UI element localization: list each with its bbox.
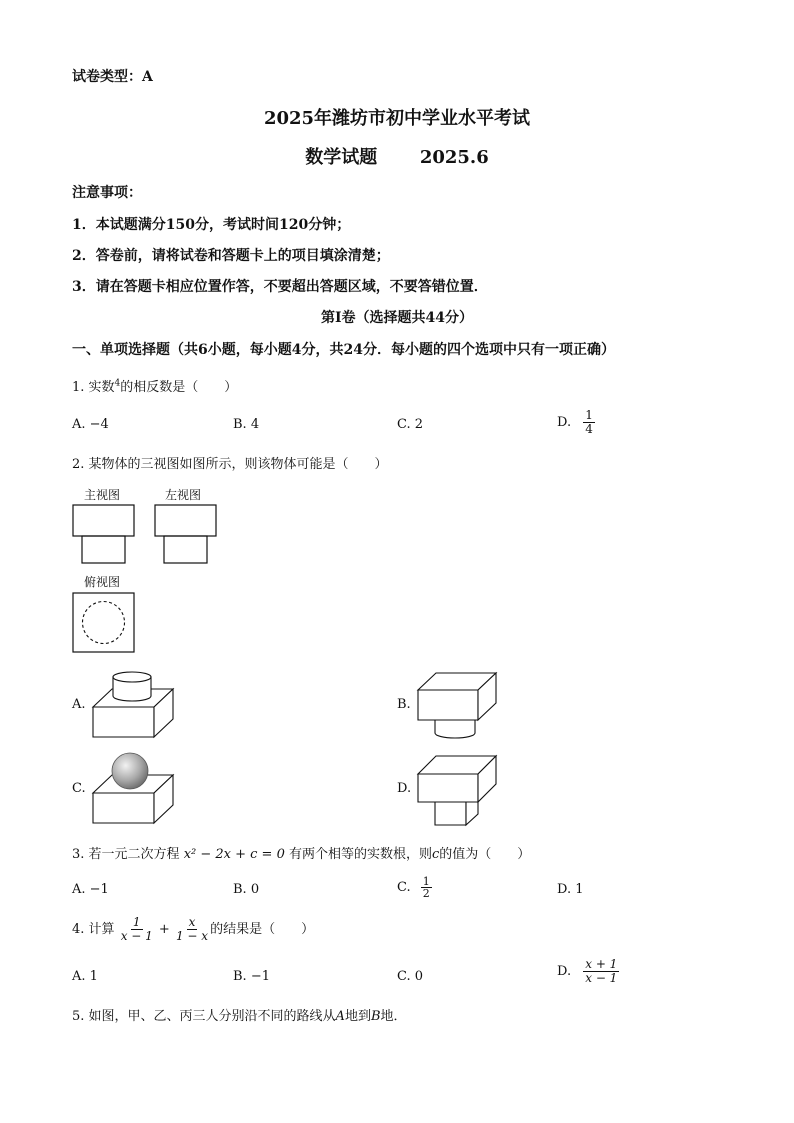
q4-option-b[interactable]: B. −1 xyxy=(233,969,270,984)
q1-stem-part: 的相反数是（ ） xyxy=(120,380,238,395)
q4-fraction-2 xyxy=(174,916,210,943)
q5-point-b: B xyxy=(370,1009,381,1024)
fraction-numerator: 1 xyxy=(132,915,141,929)
q4-option-d-label: D. xyxy=(557,964,572,979)
section-heading: 一、单项选择题（共6小题，每小题4分，共24分．每小题的四个选项中只有一项正确） xyxy=(72,342,615,358)
fraction-numerator: 1 xyxy=(422,875,430,888)
note-item-3: 3．请在答题卡相应位置作答，不要超出答题区域，不要答错位置． xyxy=(72,279,488,295)
fraction-denominator: x − 1 xyxy=(120,929,153,943)
q4-option-a[interactable]: A. 1 xyxy=(72,969,98,984)
q1-option-d-label: D. xyxy=(557,415,572,430)
q2-option-d-label[interactable]: D. xyxy=(397,781,412,796)
part-heading: 第Ⅰ卷（选择题共44分） xyxy=(320,310,474,326)
q4-option-c[interactable]: C. 0 xyxy=(397,969,424,984)
fraction-numerator: 1 xyxy=(585,408,593,422)
q5-stem-part: 地． xyxy=(380,1009,407,1024)
q3-option-d[interactable]: D. 1 xyxy=(557,882,584,897)
q3-option-c-fraction xyxy=(421,876,432,899)
q5-stem-part: 5. 如图，甲、乙、丙三人分别沿不同的路线从 xyxy=(72,1009,336,1024)
exam-title: 2025年潍坊市初中学业水平考试 xyxy=(263,108,531,129)
q1-option-c[interactable]: C. 2 xyxy=(397,417,424,432)
q4-fraction-1 xyxy=(119,916,155,943)
q5-stem-part: 地到 xyxy=(344,1009,371,1024)
q4-plus-sign: + xyxy=(158,922,170,937)
q4-option-d[interactable] xyxy=(557,958,619,985)
q4-stem-part: 4. 计算 xyxy=(72,922,115,937)
q1-option-b[interactable]: B. 4 xyxy=(233,417,260,432)
exam-date: 2025.6 xyxy=(419,147,489,168)
q4-option-d-fraction xyxy=(583,958,619,985)
q3-stem-part: 有两个相等的实数根，则 xyxy=(289,847,433,862)
note-item-1: 1．本试题满分150分，考试时间120分钟； xyxy=(72,217,351,233)
q3-equation: x² − 2x + c = 0 xyxy=(183,847,285,862)
fraction-denominator: 2 xyxy=(422,887,430,900)
q3-variable: c xyxy=(432,847,440,862)
q1-option-a[interactable]: A. −4 xyxy=(72,417,109,432)
question-5-stem xyxy=(72,1005,407,1024)
q5-point-a: A xyxy=(335,1009,345,1024)
q2-option-c-label[interactable]: C. xyxy=(72,781,86,796)
exam-subtitle: 数学试题 xyxy=(305,147,378,168)
paper-type: 试卷类型：A xyxy=(72,69,153,85)
q3-stem-part: 的值为（ ） xyxy=(439,847,531,862)
q3-option-a[interactable]: A. −1 xyxy=(72,882,109,897)
question-2-stem: 2. 某物体的三视图如图所示，则该物体可能是（ ） xyxy=(72,457,388,472)
q3-stem-part: 3. 若一元二次方程 xyxy=(72,847,180,862)
q1-number: 4 xyxy=(114,378,121,389)
fraction-denominator: 1 − x xyxy=(175,929,209,943)
q1-stem-part: 1. 实数 xyxy=(72,380,115,395)
note-item-2: 2．答卷前，请将试卷和答题卡上的项目填涂清楚； xyxy=(72,248,390,264)
q3-option-c[interactable] xyxy=(397,876,432,899)
q2-option-a-label[interactable]: A. xyxy=(72,697,86,712)
front-view-label: 主视图 xyxy=(84,488,121,502)
q3-option-c-label: C. xyxy=(397,880,411,895)
fraction-numerator: x + 1 xyxy=(585,957,618,971)
left-view-label: 左视图 xyxy=(165,488,202,502)
q2-option-b-label[interactable]: B. xyxy=(397,697,411,712)
question-3-stem xyxy=(72,843,530,862)
fraction-denominator: x − 1 xyxy=(585,971,618,985)
question-4-stem xyxy=(72,916,314,943)
fraction-numerator: x xyxy=(188,915,196,929)
notes-heading: 注意事项： xyxy=(72,185,142,201)
fraction-denominator: 4 xyxy=(585,422,593,436)
q3-option-b[interactable]: B. 0 xyxy=(233,882,260,897)
top-view-label: 俯视图 xyxy=(84,575,121,589)
q4-stem-part: 的结果是（ ） xyxy=(210,922,315,937)
